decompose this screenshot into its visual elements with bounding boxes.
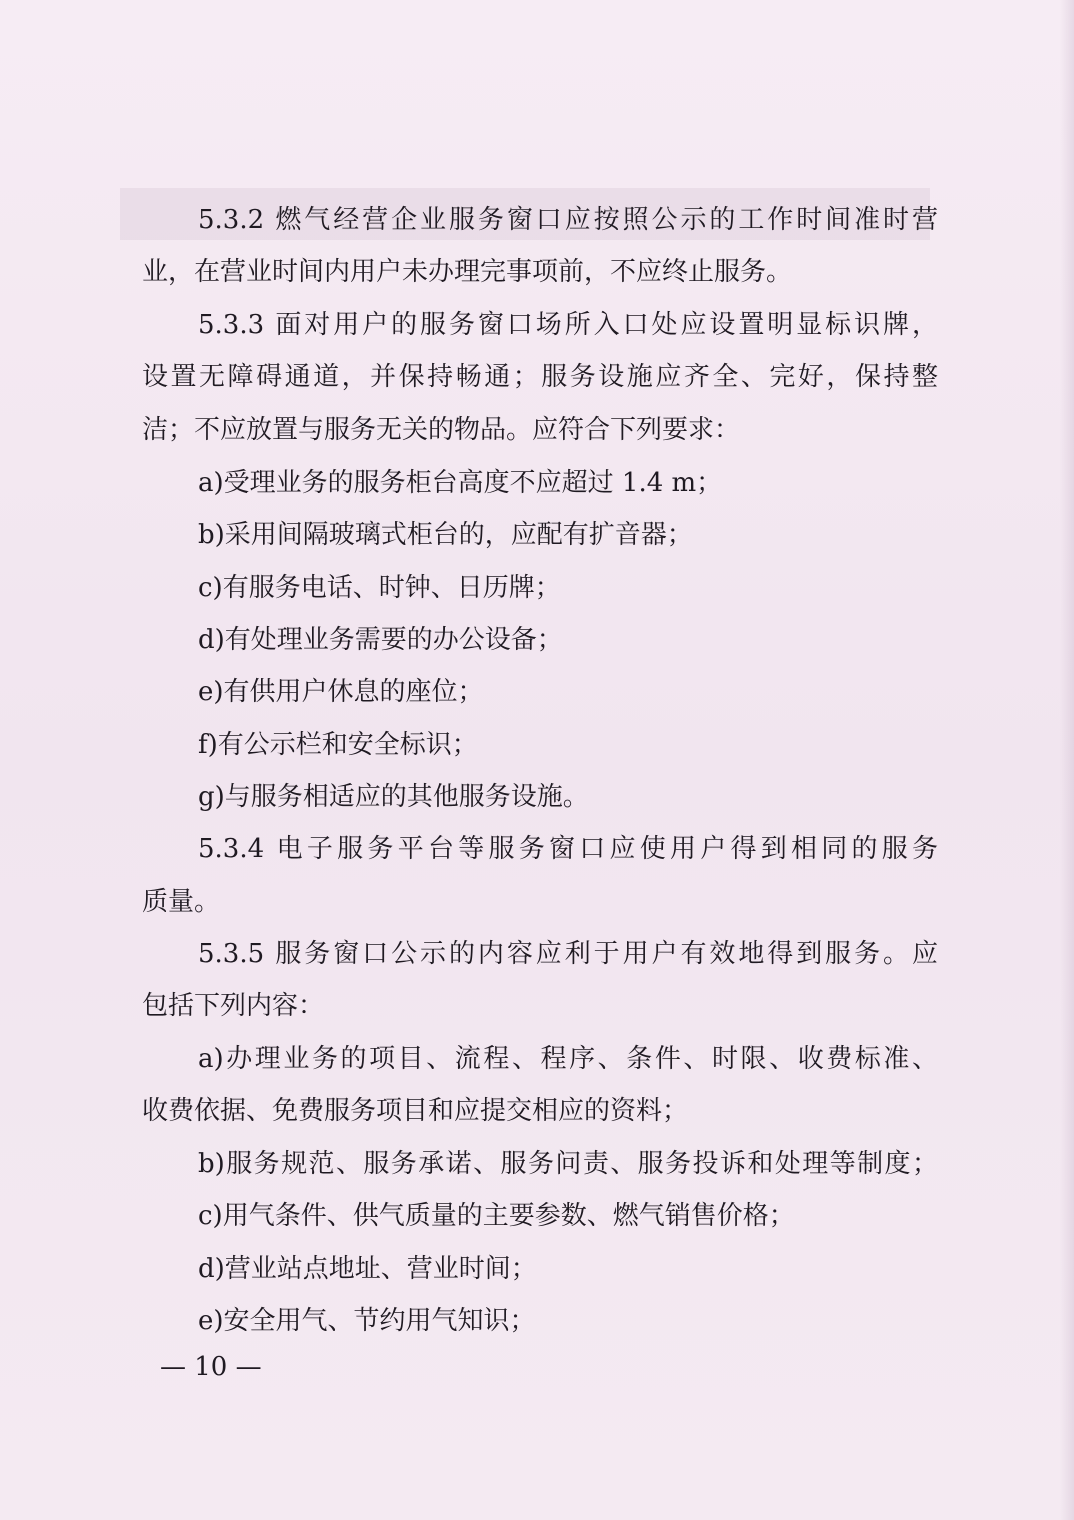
- clause-5-3-3-line-2: 设置无障碍通道，并保持畅通；服务设施应齐全、完好，保持整: [142, 362, 938, 392]
- clause-5-3-2-line-2: 业，在营业时间内用户未办理完事项前，不应终止服务。: [142, 257, 793, 287]
- page-edge: [1060, 0, 1074, 1520]
- content-item-d: d)营业站点地址、营业时间；: [198, 1254, 537, 1284]
- page-number: — 10 —: [160, 1352, 262, 1382]
- content-item-c: c)用气条件、供气质量的主要参数、燃气销售价格；: [198, 1201, 795, 1231]
- list-item-d: d)有处理业务需要的办公设备；: [198, 625, 563, 655]
- list-item-g: g)与服务相适应的其他服务设施。: [198, 782, 589, 812]
- list-item-a: a)受理业务的服务柜台高度不应超过 1.4 m；: [198, 468, 723, 498]
- clause-5-3-4-line-2: 质量。: [142, 887, 221, 917]
- list-item-f: f)有公示栏和安全标识；: [198, 730, 478, 760]
- clause-5-3-2-line-1: 5.3.2 燃气经营企业服务窗口应按照公示的工作时间准时营: [198, 205, 938, 235]
- clause-5-3-3-line-3: 洁；不应放置与服务无关的物品。应符合下列要求：: [142, 415, 741, 445]
- list-item-e: e)有供用户休息的座位；: [198, 677, 484, 707]
- content-item-a-line-1: a)办理业务的项目、流程、程序、条件、时限、收费标准、: [198, 1044, 938, 1074]
- clause-5-3-3-line-1: 5.3.3 面对用户的服务窗口场所入口处应设置明显标识牌，: [198, 310, 938, 340]
- content-item-b: b)服务规范、服务承诺、服务问责、服务投诉和处理等制度；: [198, 1149, 938, 1179]
- list-item-b: b)采用间隔玻璃式柜台的，应配有扩音器；: [198, 520, 693, 550]
- content-item-a-line-2: 收费依据、免费服务项目和应提交相应的资料；: [142, 1096, 689, 1126]
- clause-5-3-5-line-2: 包括下列内容：: [142, 991, 325, 1021]
- clause-5-3-5-line-1: 5.3.5 服务窗口公示的内容应利于用户有效地得到服务。应: [198, 939, 938, 969]
- clause-5-3-4-line-1: 5.3.4 电子服务平台等服务窗口应使用户得到相同的服务: [198, 834, 938, 864]
- content-item-e: e)安全用气、节约用气知识；: [198, 1306, 536, 1336]
- list-item-c: c)有服务电话、时钟、日历牌；: [198, 573, 561, 603]
